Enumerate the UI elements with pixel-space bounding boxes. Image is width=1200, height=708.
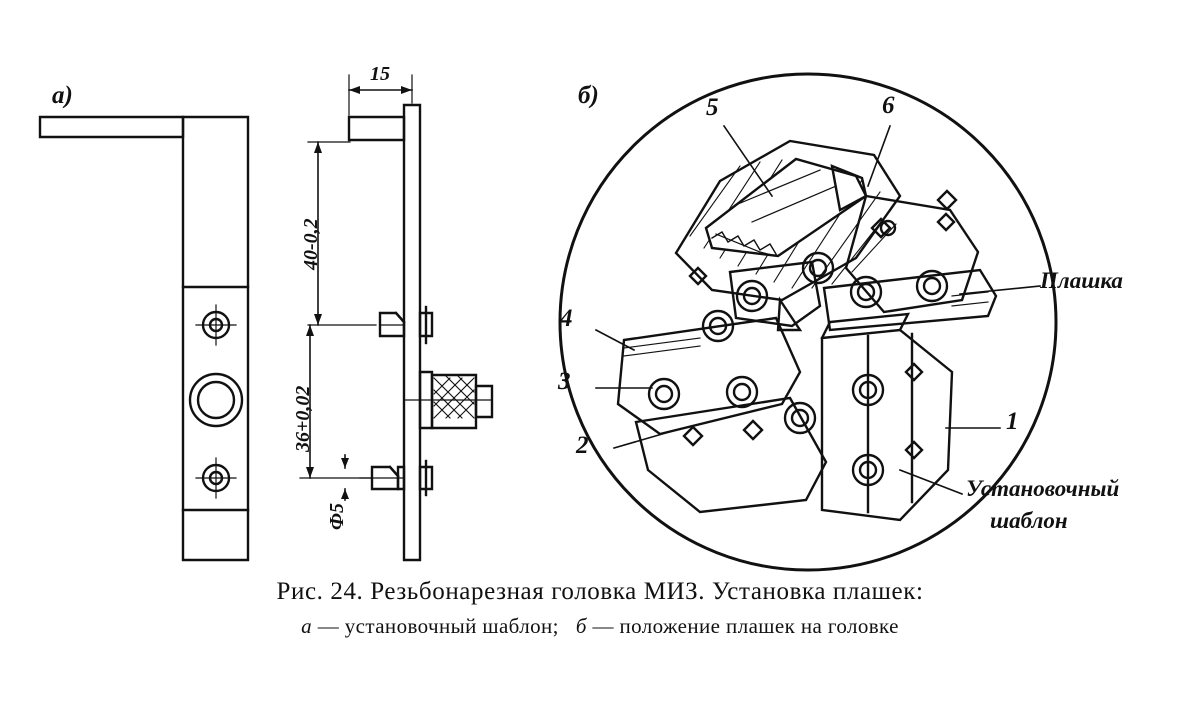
annotation-template-line2: шаблон — [990, 508, 1068, 533]
caption-text-a: — установочный шаблон; — [317, 614, 559, 638]
annotation-plashka: Плашка — [1040, 268, 1123, 293]
caption-marker-b: б — [575, 614, 587, 638]
figure-caption — [0, 578, 1200, 639]
part-label-b: б) — [578, 82, 599, 109]
callout-4: 4 — [560, 305, 573, 332]
dimension-diameter-5: Ф5 — [326, 502, 348, 530]
callout-1: 1 — [1006, 408, 1019, 435]
caption-text-b: — положение плашек на головке — [592, 614, 899, 638]
dimension-width-15: 15 — [370, 63, 390, 85]
caption-sub — [0, 614, 1200, 639]
caption-main: Рис. 24. Резьбонарезная головка МИЗ. Установка плашек: — [276, 578, 924, 605]
annotation-template-line1: Установочный — [966, 476, 1120, 501]
dimension-height-36: 36+0,02 — [292, 385, 314, 452]
callout-6: 6 — [882, 92, 895, 119]
part-label-a: а) — [52, 82, 73, 109]
callout-5: 5 — [706, 94, 719, 121]
caption-marker-a: а — [301, 614, 313, 638]
callout-2: 2 — [576, 432, 589, 459]
dimension-height-40: 40-0,2 — [300, 218, 322, 270]
callout-3: 3 — [558, 368, 571, 395]
